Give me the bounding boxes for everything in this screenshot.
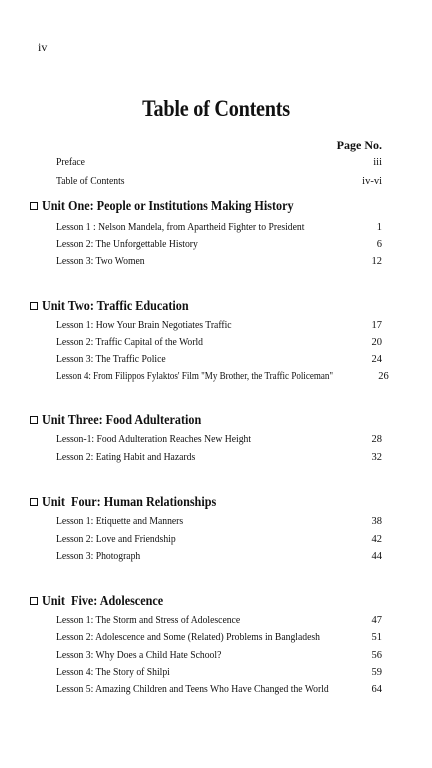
toc-entry-label: Preface	[56, 157, 85, 168]
toc-entry-page: 44	[371, 551, 382, 562]
unit-title: Unit Five: Adolescence	[42, 593, 164, 608]
toc-entry-page: 20	[371, 337, 382, 348]
toc-entry[interactable]	[56, 222, 382, 233]
toc-entry-label: Lesson 1: Etiquette and Manners	[56, 516, 184, 527]
toc-entry[interactable]	[56, 452, 382, 463]
toc-entry-label: Lesson 5: Amazing Children and Teens Who Have Changed the World	[56, 684, 329, 695]
toc-entry[interactable]	[56, 684, 382, 695]
unit-heading-five[interactable]	[30, 593, 382, 609]
toc-entry-page: iii	[373, 157, 382, 168]
toc-entry-page: 38	[371, 516, 382, 527]
toc-entry-label: Table of Contents	[56, 176, 125, 187]
page-title: Table of Contents	[142, 96, 290, 121]
unit-title: Unit Four: Human Relationships	[42, 494, 217, 509]
toc-entry[interactable]	[56, 239, 382, 250]
toc-entry-page: 42	[371, 534, 382, 545]
unit-title: Unit Two: Traffic Education	[42, 298, 189, 313]
toc-entry-label: Lesson 2: Adolescence and Some (Related) Problems in Bangladesh	[56, 632, 320, 643]
toc-entry[interactable]	[56, 337, 382, 348]
toc-entry-label: Lesson 1 : Nelson Mandela, from Apartheid Fighter to President	[56, 222, 305, 233]
toc-entry-page: 59	[371, 667, 382, 678]
toc-entry-label: Lesson 2: Eating Habit and Hazards	[56, 452, 196, 463]
toc-entry-label: Lesson 3: Why Does a Child Hate School?	[56, 650, 222, 661]
toc-entry-page: 28	[371, 434, 382, 445]
toc-entry[interactable]	[56, 551, 382, 562]
toc-entry-page: 1	[376, 222, 382, 233]
toc-entry-page: 17	[371, 320, 382, 331]
toc-entry[interactable]	[56, 667, 382, 678]
unit-title: Unit One: People or Institutions Making History	[42, 198, 294, 213]
checkbox-icon	[30, 597, 38, 605]
toc-entry[interactable]	[56, 434, 382, 445]
toc-entry-label: Lesson 4: From Filippos Fylaktos' Film "My Brother, the Traffic Policeman"	[56, 371, 334, 382]
page-number: iv	[38, 40, 48, 54]
toc-entry[interactable]	[56, 632, 382, 643]
toc-entry[interactable]	[56, 256, 382, 267]
checkbox-icon	[30, 202, 38, 210]
toc-entry-page: 64	[371, 684, 382, 695]
toc-entry-table-of-contents[interactable]	[56, 176, 382, 187]
toc-entry-page: 26	[378, 371, 389, 382]
toc-entry[interactable]	[56, 650, 382, 661]
page-no-header: Page No.	[336, 138, 382, 152]
toc-entry-label: Lesson-1: Food Adulteration Reaches New Height	[56, 434, 252, 445]
toc-entry-label: Lesson 2: The Unforgettable History	[56, 239, 198, 250]
toc-entry-page: 51	[371, 632, 382, 643]
unit-heading-four[interactable]	[30, 494, 382, 510]
toc-entry[interactable]	[56, 516, 382, 527]
unit-title: Unit Three: Food Adulteration	[42, 412, 202, 427]
toc-entry-label: Lesson 1: The Storm and Stress of Adolescence	[56, 615, 241, 626]
toc-entry-page: iv-vi	[362, 176, 382, 187]
toc-entry-page: 24	[371, 354, 382, 365]
toc-entry-page: 32	[371, 452, 382, 463]
toc-entry-label: Lesson 3: The Traffic Police	[56, 354, 166, 365]
toc-entry[interactable]	[56, 371, 389, 382]
toc-entry-page: 56	[371, 650, 382, 661]
toc-entry-label: Lesson 1: How Your Brain Negotiates Traffic	[56, 320, 232, 331]
toc-entry[interactable]	[56, 534, 382, 545]
toc-entry-label: Lesson 2: Traffic Capital of the World	[56, 337, 203, 348]
toc-entry-preface[interactable]	[56, 157, 382, 168]
toc-entry[interactable]	[56, 320, 382, 331]
toc-entry-label: Lesson 2: Love and Friendship	[56, 534, 176, 545]
checkbox-icon	[30, 302, 38, 310]
toc-entry-page: 47	[371, 615, 382, 626]
toc-entry-label: Lesson 3: Photograph	[56, 551, 141, 562]
unit-heading-three[interactable]	[30, 412, 382, 428]
checkbox-icon	[30, 416, 38, 424]
toc-entry-page: 6	[376, 239, 382, 250]
toc-entry[interactable]	[56, 354, 382, 365]
unit-heading-two[interactable]	[30, 298, 382, 314]
unit-heading-one[interactable]	[30, 198, 382, 214]
toc-entry[interactable]	[56, 615, 382, 626]
toc-entry-label: Lesson 4: The Story of Shilpi	[56, 667, 170, 678]
toc-entry-page: 12	[371, 256, 382, 267]
checkbox-icon	[30, 498, 38, 506]
toc-entry-label: Lesson 3: Two Women	[56, 256, 145, 267]
